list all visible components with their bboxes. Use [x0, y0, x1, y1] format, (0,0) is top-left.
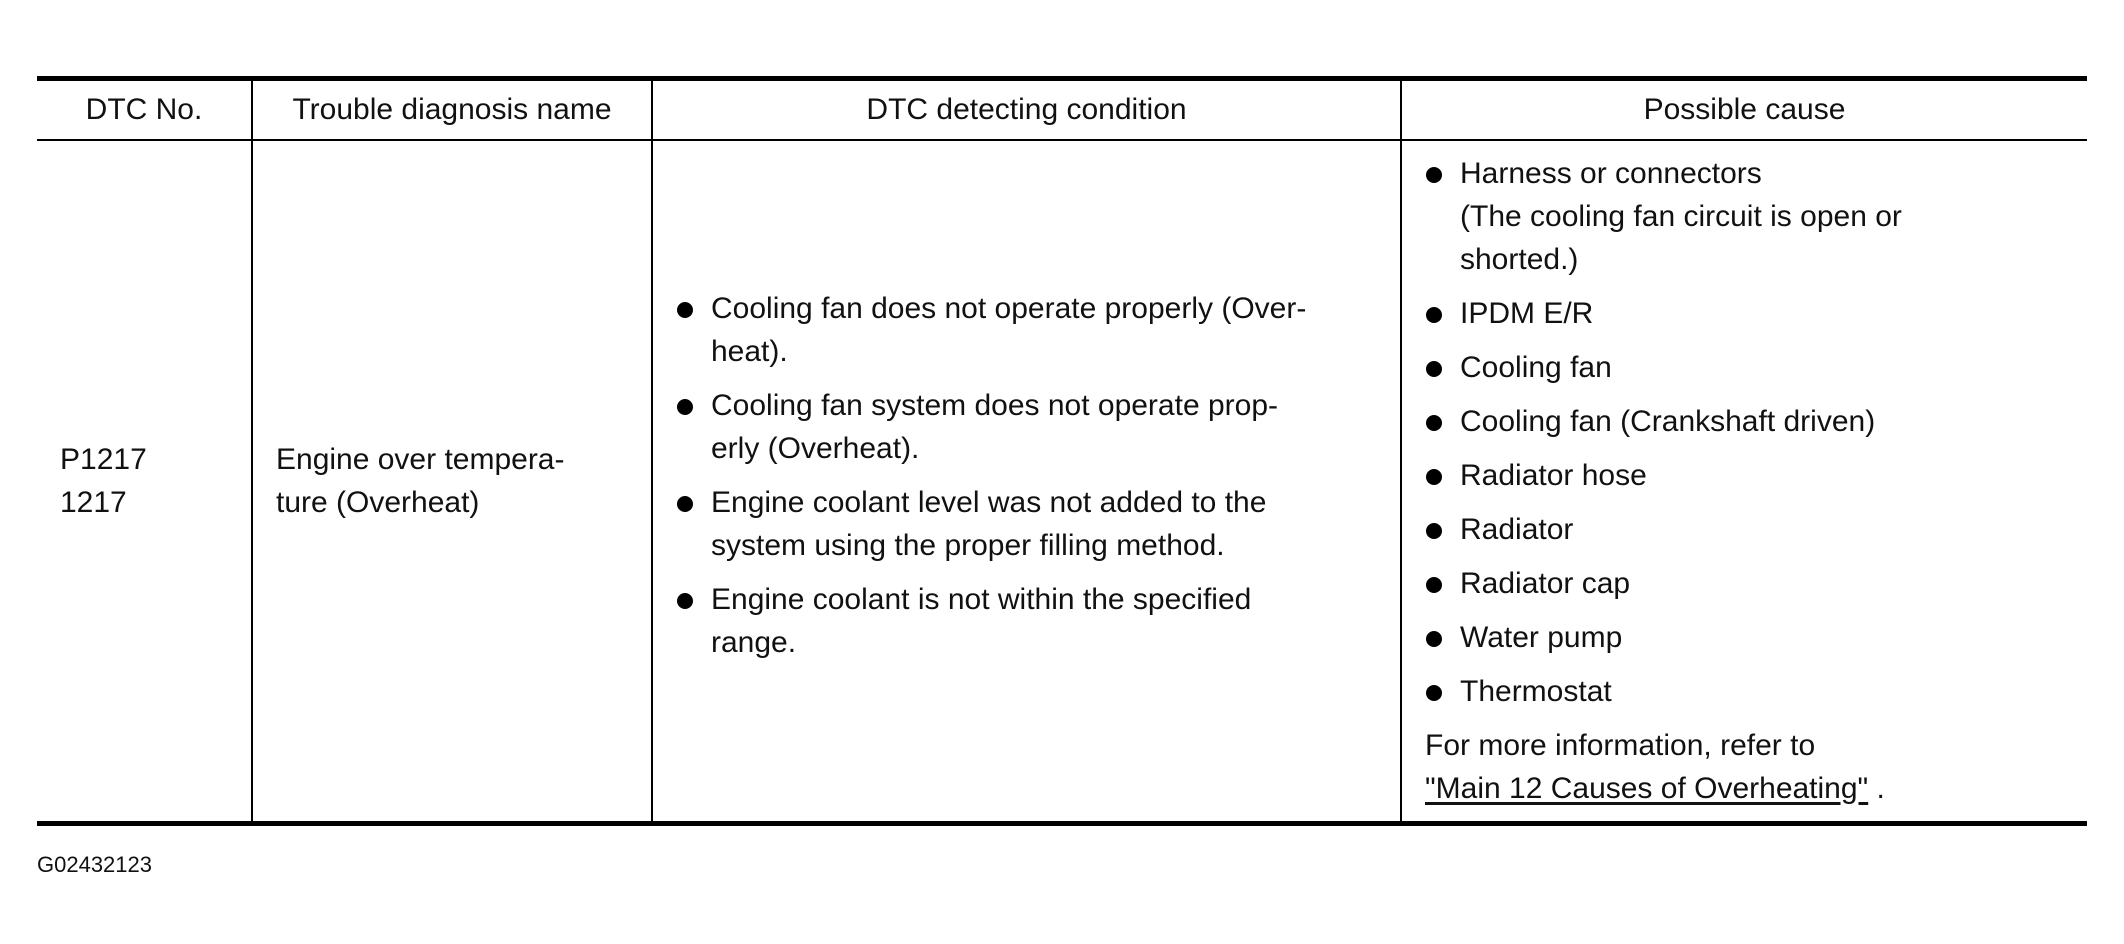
- cause-line: Water pump: [1460, 620, 1623, 654]
- dtc-table: [37, 76, 2087, 826]
- condition-line: Cooling fan does not operate properly (Over-: [711, 291, 1307, 325]
- cause-line: (The cooling fan circuit is open or: [1460, 199, 1902, 233]
- cell-possible-cause: [1401, 140, 2087, 824]
- list-item: [1425, 292, 2071, 335]
- condition-line: heat).: [711, 334, 788, 368]
- header-trouble-diagnosis-name: Trouble diagnosis name: [252, 79, 652, 140]
- list-item: [1425, 454, 2071, 497]
- more-info-suffix: .: [1868, 771, 1885, 805]
- more-info-text: For more information, refer to: [1425, 728, 1816, 762]
- dtc-code-short: 1217: [60, 485, 127, 519]
- bullet-icon: [677, 496, 693, 512]
- bullet-icon: [1426, 307, 1442, 323]
- cell-trouble-diagnosis-name: [252, 140, 652, 824]
- cause-line: Radiator hose: [1460, 458, 1647, 492]
- list-item: [1425, 562, 2071, 605]
- cause-line: Radiator: [1460, 512, 1574, 546]
- cause-line: Cooling fan (Crankshaft driven): [1460, 404, 1876, 438]
- cause-line: Harness or connectors: [1460, 156, 1762, 190]
- list-item: [1425, 508, 2071, 551]
- bullet-icon: [677, 302, 693, 318]
- header-possible-cause: Possible cause: [1401, 79, 2087, 140]
- condition-line: Engine coolant level was not added to the: [711, 485, 1267, 519]
- list-item: [1425, 400, 2071, 443]
- header-detecting-condition: DTC detecting condition: [652, 79, 1401, 140]
- condition-line: Cooling fan system does not operate prop-: [711, 388, 1278, 422]
- bullet-icon: [1426, 631, 1442, 647]
- dtc-code: P1217: [60, 442, 147, 476]
- cause-list: [1425, 152, 2071, 713]
- cause-line: Thermostat: [1460, 674, 1612, 708]
- overheating-causes-link[interactable]: "Main 12 Causes of Overheating": [1425, 771, 1869, 805]
- condition-line: Engine coolant is not within the specified: [711, 582, 1252, 616]
- condition-line: range.: [711, 625, 797, 659]
- list-item: [1425, 346, 2071, 389]
- cause-line: Cooling fan: [1460, 350, 1612, 384]
- bullet-icon: [1426, 167, 1442, 183]
- list-item: [676, 384, 1384, 470]
- table-row: [37, 140, 2087, 824]
- more-info-note: [1425, 724, 2071, 810]
- cell-dtc-no: [37, 140, 252, 824]
- list-item: [1425, 616, 2071, 659]
- list-item: [676, 481, 1384, 567]
- list-item: [1425, 670, 2071, 713]
- cell-detecting-condition: [652, 140, 1401, 824]
- condition-list: [676, 287, 1384, 664]
- condition-line: erly (Overheat).: [711, 431, 920, 465]
- bullet-icon: [1426, 361, 1442, 377]
- condition-line: system using the proper filling method.: [711, 528, 1225, 562]
- bullet-icon: [1426, 577, 1442, 593]
- cause-line: shorted.): [1460, 242, 1579, 276]
- header-dtc-no: DTC No.: [37, 79, 252, 140]
- list-item: [1425, 152, 2071, 281]
- bullet-icon: [1426, 469, 1442, 485]
- trouble-name-line: ture (Overheat): [276, 485, 480, 519]
- bullet-icon: [677, 399, 693, 415]
- header-row: [37, 79, 2087, 140]
- cause-line: Radiator cap: [1460, 566, 1631, 600]
- bullet-icon: [1426, 523, 1442, 539]
- bullet-icon: [1426, 685, 1442, 701]
- trouble-name-line: Engine over tempera-: [276, 442, 565, 476]
- list-item: [676, 287, 1384, 373]
- table-body: [37, 140, 2087, 824]
- list-item: [676, 578, 1384, 664]
- figure-code: G02432123: [37, 852, 152, 877]
- bullet-icon: [1426, 415, 1442, 431]
- table-header: [37, 79, 2087, 140]
- cause-line: IPDM E/R: [1460, 296, 1594, 330]
- bullet-icon: [677, 593, 693, 609]
- more-info-link-line: [1425, 767, 2071, 810]
